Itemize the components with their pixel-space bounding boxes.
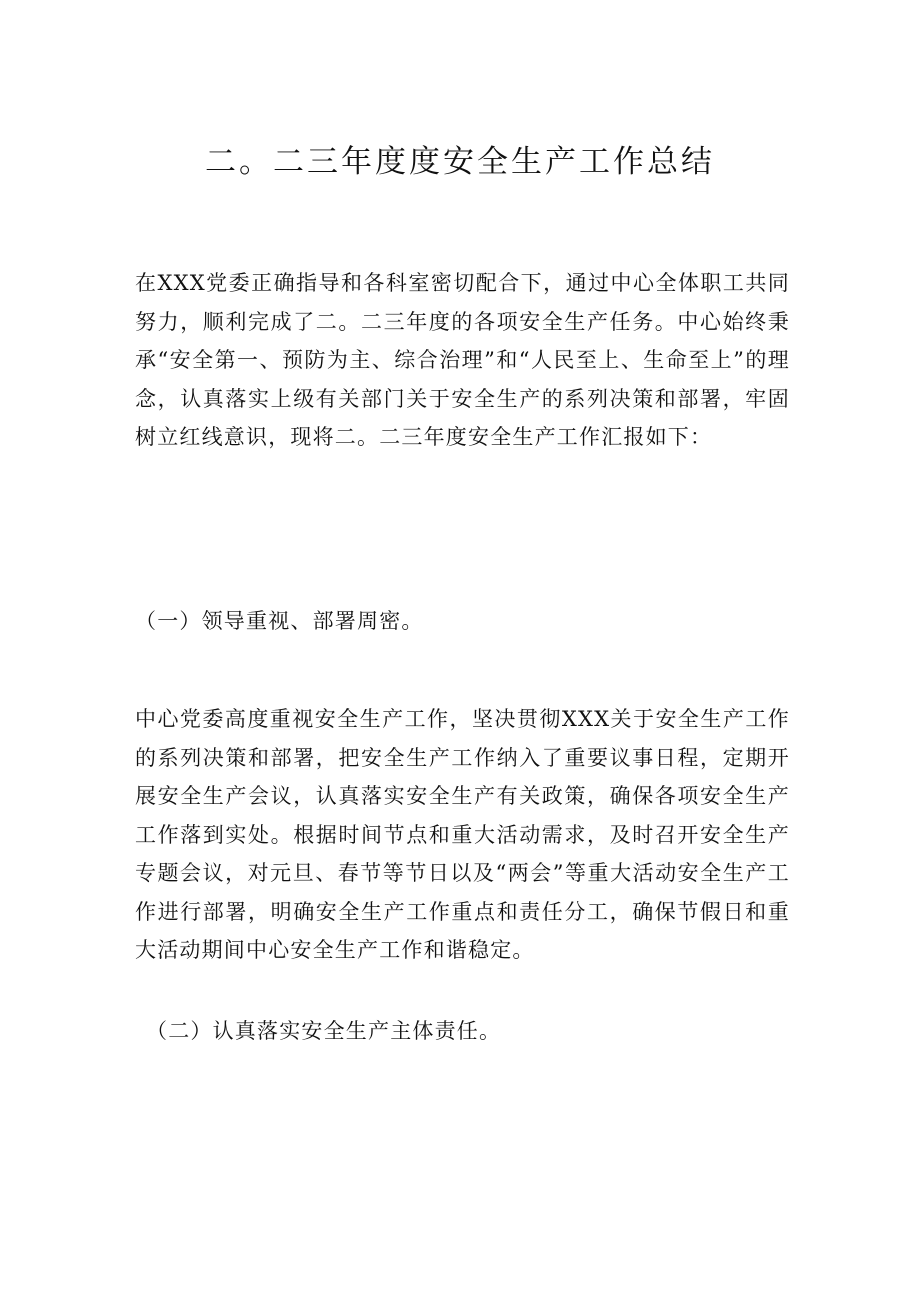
section-1-paragraph: 中心党委高度重视安全生产工作，坚决贯彻XXX关于安全生产工作的系列决策和部署，把安全生产工作纳入了重要议事日程，定期开展安全生产会议，认真落实安全生产有关政策，确保各项安全生产工作落到实处。根据时间节点和重大活动需求，及时召开安全生产专题会议，对元旦、春节等节日以及“两会”等重大活动安全生产工作进行部署，明确安全生产工作重点和责任分工，确保节假日和重大活动期间中心安全生产工作和谐稳定。 (135, 707, 790, 962)
section-heading-1: （一）领导重视、部署周密。 (135, 609, 424, 633)
document-title: 二。二三年度度安全生产工作总结 (205, 144, 715, 180)
section-heading-2: （二）认真落实安全生产主体责任。 (146, 1019, 502, 1043)
intro-paragraph: 在XXX党委正确指导和各科室密切配合下，通过中心全体职工共同努力，顺利完成了二。二三年度的各项安全生产任务。中心始终秉承“安全第一、预防为主、综合治理”和“人民至上、生命至上”的理念，认真落实上级有关部门关于安全生产的系列决策和部署，牢固树立红线意识，现将二。二三年度安全生产工作汇报如下： (135, 271, 790, 449)
